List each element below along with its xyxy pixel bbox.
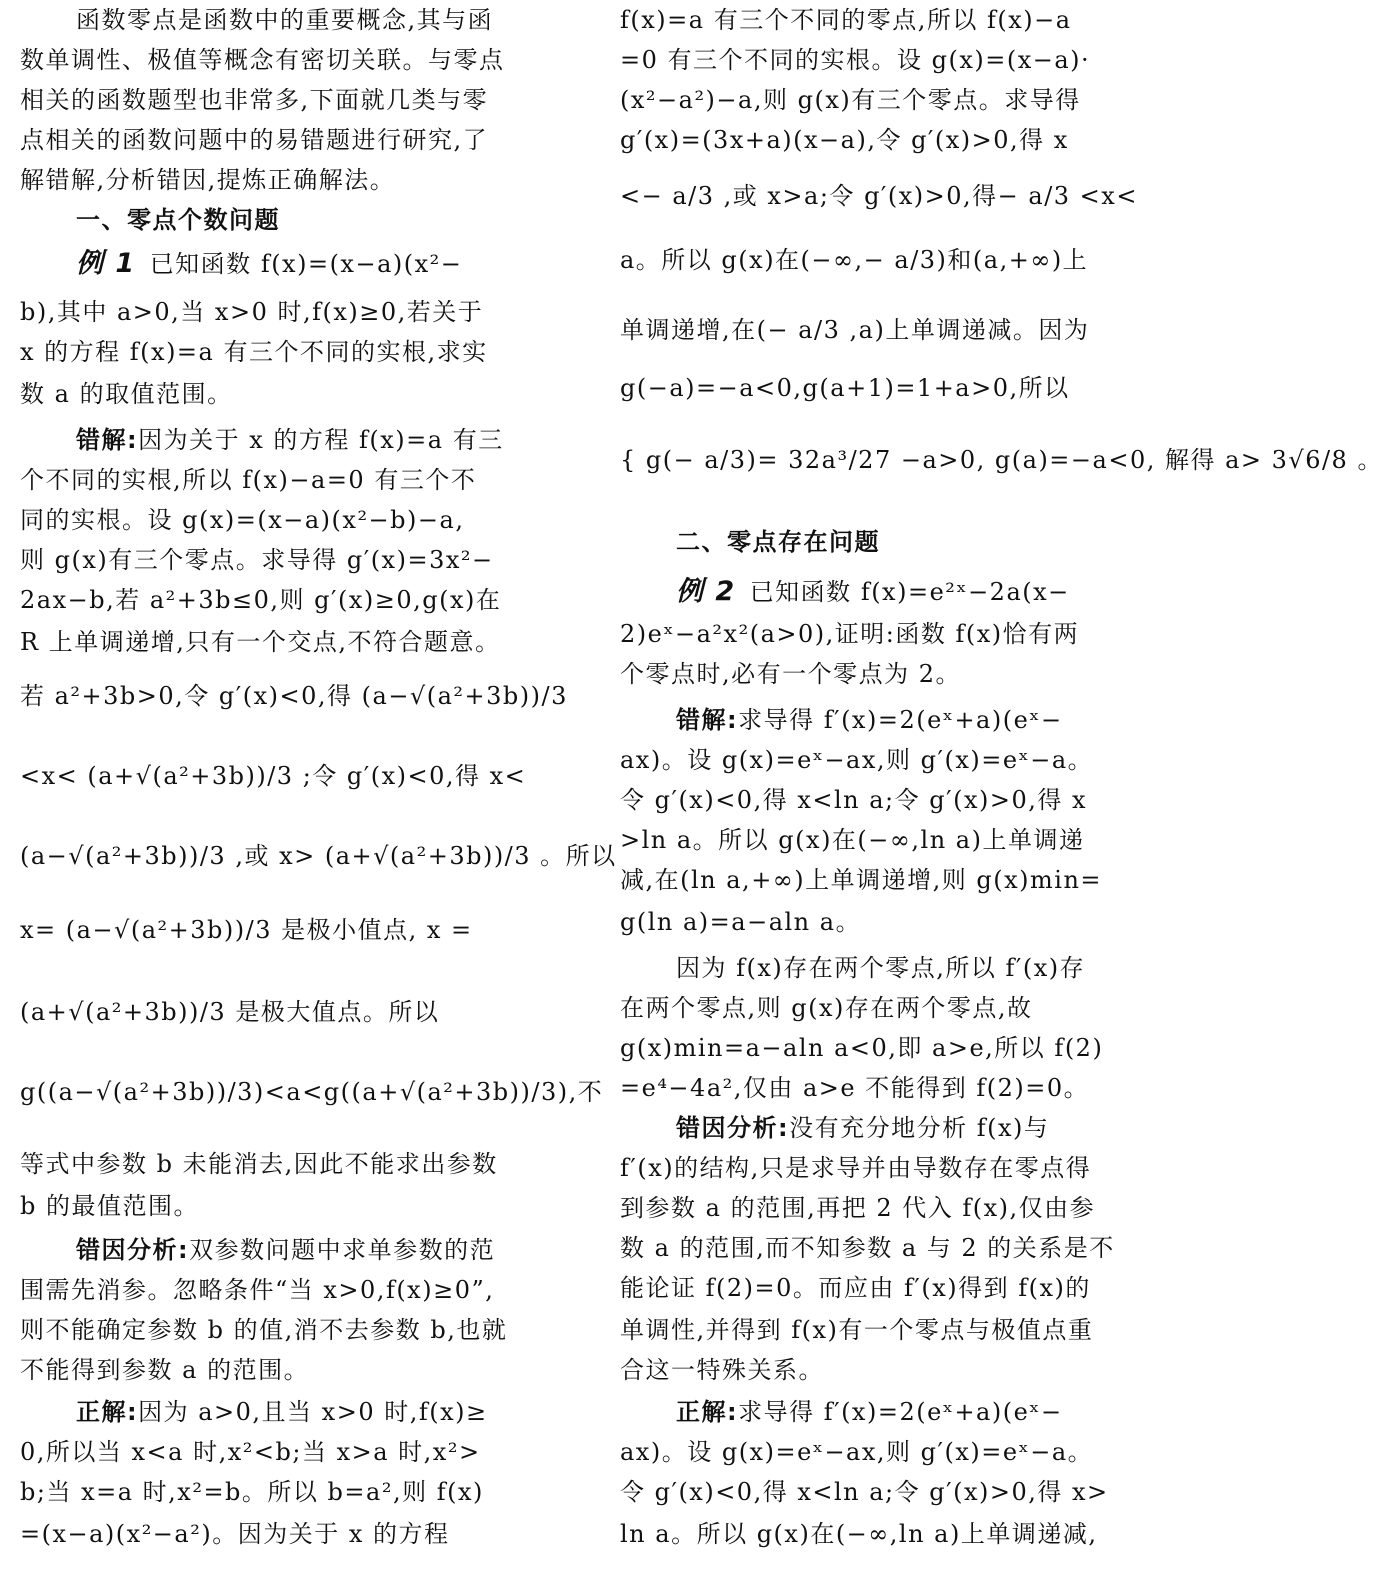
text-line bbox=[620, 4, 1160, 36]
line-text: (a+√(a²+3b))/3 是极大值点。所以 bbox=[20, 998, 440, 1026]
text-line bbox=[20, 914, 562, 946]
text-line bbox=[620, 824, 1160, 856]
line-text: 同的实根。设 g(x)=(x−a)(x²−b)−a, bbox=[20, 506, 465, 534]
line-text: a。所以 g(x)在(−∞,− a/3)和(a,+∞)上 bbox=[620, 246, 1089, 274]
text-line bbox=[20, 1274, 562, 1306]
text-line bbox=[20, 1354, 562, 1386]
line-text: 等式中参数 b 未能消去,因此不能求出参数 bbox=[20, 1150, 498, 1178]
text-line bbox=[20, 1518, 562, 1550]
text-line bbox=[620, 124, 1160, 156]
line-text: 围需先消参。忽略条件“当 x>0,f(x)≥0”, bbox=[20, 1276, 495, 1304]
text-line bbox=[620, 576, 1160, 608]
line-text: (x²−a²)−a,则 g(x)有三个零点。求导得 bbox=[620, 86, 1081, 114]
text-line bbox=[620, 744, 1160, 776]
text-line bbox=[620, 1192, 1160, 1224]
line-text: 解错解,分析错因,提炼正确解法。 bbox=[20, 166, 396, 194]
line-text: >ln a。所以 g(x)在(−∞,ln a)上单调递 bbox=[620, 826, 1085, 854]
line-text: 相关的函数题型也非常多,下面就几类与零 bbox=[20, 86, 489, 114]
line-text: 数单调性、极值等概念有密切关联。与零点 bbox=[20, 46, 505, 74]
line-text: f′(x)的结构,只是求导并由导数存在零点得 bbox=[620, 1154, 1092, 1182]
text-line bbox=[20, 1396, 562, 1428]
line-text: =e⁴−4a²,仅由 a>e 不能得到 f(2)=0。 bbox=[620, 1074, 1090, 1102]
text-line bbox=[20, 378, 562, 410]
line-text: ln a。所以 g(x)在(−∞,ln a)上单调递减, bbox=[620, 1520, 1098, 1548]
line-text: x 的方程 f(x)=a 有三个不同的实根,求实 bbox=[20, 338, 488, 366]
example-label: 例 1 bbox=[76, 248, 136, 279]
text-line bbox=[620, 1232, 1160, 1264]
right-column bbox=[620, 0, 1383, 1592]
line-text: 0,所以当 x<a 时,x²<b;当 x>a 时,x²> bbox=[20, 1438, 481, 1466]
text-line bbox=[620, 84, 1160, 116]
text-line bbox=[20, 760, 562, 792]
text-line bbox=[620, 1112, 1160, 1144]
line-text: g(−a)=−a<0,g(a+1)=1+a>0,所以 bbox=[620, 374, 1070, 402]
text-line bbox=[20, 1148, 562, 1180]
text-line bbox=[620, 906, 1160, 938]
line-text: 因为关于 x 的方程 f(x)=a 有三 bbox=[138, 426, 504, 454]
line-text: 单调性,并得到 f(x)有一个零点与极值点重 bbox=[620, 1316, 1094, 1344]
line-text: 个零点时,必有一个零点为 2。 bbox=[620, 660, 962, 688]
line-text: =0 有三个不同的实根。设 g(x)=(x−a)· bbox=[620, 46, 1091, 74]
section-heading bbox=[620, 526, 1160, 558]
line-text: 数 a 的范围,而不知参数 a 与 2 的关系是不 bbox=[620, 1234, 1115, 1262]
text-line bbox=[620, 314, 1160, 346]
text-line bbox=[620, 952, 1160, 984]
text-line bbox=[620, 618, 1160, 650]
text-line bbox=[620, 244, 1160, 276]
line-text: <− a/3 ,或 x>a;令 g′(x)>0,得− a/3 <x< bbox=[620, 182, 1138, 210]
line-text: 能论证 f(2)=0。而应由 f′(x)得到 f(x)的 bbox=[620, 1274, 1091, 1302]
text-line bbox=[620, 704, 1160, 736]
line-text: 因为 a>0,且当 x>0 时,f(x)≥ bbox=[138, 1398, 488, 1426]
text-line bbox=[20, 84, 562, 116]
text-line bbox=[20, 840, 617, 872]
line-text: 个不同的实根,所以 f(x)−a=0 有三个不 bbox=[20, 466, 477, 494]
solution-label: 错因分析: bbox=[76, 1236, 190, 1264]
text-line bbox=[20, 1076, 604, 1108]
text-line bbox=[20, 1190, 562, 1222]
line-text: 则 g(x)有三个零点。求导得 g′(x)=3x²− bbox=[20, 546, 494, 574]
line-text: 单调递增,在(− a/3 ,a)上单调递减。因为 bbox=[620, 316, 1090, 344]
text-line bbox=[620, 1476, 1160, 1508]
text-line bbox=[620, 864, 1160, 896]
text-line bbox=[20, 336, 562, 368]
line-text: 函数零点是函数中的重要概念,其与函 bbox=[76, 6, 494, 34]
text-line bbox=[20, 504, 562, 536]
line-text: 二、零点存在问题 bbox=[676, 528, 880, 556]
line-text: g(x)min=a−aln a<0,即 a>e,所以 f(2) bbox=[620, 1034, 1104, 1062]
line-text: 到参数 a 的范围,再把 2 代入 f(x),仅由参 bbox=[620, 1194, 1096, 1222]
solution-label: 错解: bbox=[76, 426, 139, 454]
line-text: 求导得 f′(x)=2(eˣ+a)(eˣ− bbox=[738, 706, 1063, 734]
text-line bbox=[20, 424, 562, 456]
line-text: 没有充分地分析 f(x)与 bbox=[789, 1114, 1050, 1142]
text-line bbox=[20, 1476, 562, 1508]
line-text: b),其中 a>0,当 x>0 时,f(x)≥0,若关于 bbox=[20, 298, 484, 326]
example-label: 例 2 bbox=[676, 576, 736, 607]
text-line bbox=[620, 1032, 1160, 1064]
text-line bbox=[620, 1152, 1160, 1184]
line-text: 双参数问题中求单参数的范 bbox=[189, 1236, 496, 1264]
text-line bbox=[620, 658, 1160, 690]
line-text: 在两个零点,则 g(x)存在两个零点,故 bbox=[620, 994, 1033, 1022]
text-line bbox=[620, 992, 1160, 1024]
line-text: 已知函数 f(x)=e²ˣ−2a(x− bbox=[749, 578, 1070, 606]
line-text: 已知函数 f(x)=(x−a)(x²− bbox=[149, 250, 463, 278]
solution-label: 错解: bbox=[676, 706, 739, 734]
text-line bbox=[620, 44, 1160, 76]
section-heading bbox=[20, 204, 562, 236]
text-line bbox=[20, 680, 568, 712]
text-line bbox=[620, 444, 1383, 476]
line-text: 一、零点个数问题 bbox=[76, 206, 280, 234]
line-text: { g(− a/3)= 32a³/27 −a>0, g(a)=−a<0, 解得 a> 3√6/8 。 bbox=[620, 446, 1383, 474]
text-line bbox=[620, 1272, 1160, 1304]
line-text: 数 a 的取值范围。 bbox=[20, 380, 233, 408]
line-text: 减,在(ln a,+∞)上单调递增,则 g(x)min= bbox=[620, 866, 1103, 894]
line-text: 则不能确定参数 b 的值,消不去参数 b,也就 bbox=[20, 1316, 508, 1344]
line-text: ax)。设 g(x)=eˣ−ax,则 g′(x)=eˣ−a。 bbox=[620, 746, 1094, 774]
text-line bbox=[20, 544, 562, 576]
text-line bbox=[20, 996, 562, 1028]
text-line bbox=[20, 124, 562, 156]
line-text: 令 g′(x)<0,得 x<ln a;令 g′(x)>0,得 x> bbox=[620, 1478, 1109, 1506]
line-text: g′(x)=(3x+a)(x−a),令 g′(x)>0,得 x bbox=[620, 126, 1069, 154]
solution-label: 正解: bbox=[676, 1398, 739, 1426]
text-line bbox=[20, 1314, 562, 1346]
text-line bbox=[20, 4, 562, 36]
line-text: f(x)=a 有三个不同的零点,所以 f(x)−a bbox=[620, 6, 1072, 34]
line-text: (a−√(a²+3b))/3 ,或 x> (a+√(a²+3b))/3 。所以 bbox=[20, 842, 617, 870]
line-text: x= (a−√(a²+3b))/3 是极小值点, x = bbox=[20, 916, 473, 944]
text-line bbox=[620, 784, 1160, 816]
line-text: =(x−a)(x²−a²)。因为关于 x 的方程 bbox=[20, 1520, 450, 1548]
text-line bbox=[620, 1518, 1160, 1550]
solution-label: 正解: bbox=[76, 1398, 139, 1426]
text-line bbox=[20, 464, 562, 496]
line-text: g((a−√(a²+3b))/3)<a<g((a+√(a²+3b))/3),不 bbox=[20, 1078, 604, 1106]
text-line bbox=[20, 1436, 562, 1468]
line-text: 不能得到参数 a 的范围。 bbox=[20, 1356, 310, 1384]
text-line bbox=[620, 1396, 1160, 1428]
line-text: 点相关的函数问题中的易错题进行研究,了 bbox=[20, 126, 489, 154]
line-text: 若 a²+3b>0,令 g′(x)<0,得 (a−√(a²+3b))/3 bbox=[20, 682, 568, 710]
text-line bbox=[620, 1072, 1160, 1104]
solution-label: 错因分析: bbox=[676, 1114, 790, 1142]
line-text: 因为 f(x)存在两个零点,所以 f′(x)存 bbox=[676, 954, 1086, 982]
text-line bbox=[620, 372, 1160, 404]
line-text: 令 g′(x)<0,得 x<ln a;令 g′(x)>0,得 x bbox=[620, 786, 1088, 814]
text-line bbox=[20, 164, 562, 196]
line-text: ax)。设 g(x)=eˣ−ax,则 g′(x)=eˣ−a。 bbox=[620, 1438, 1094, 1466]
text-line bbox=[620, 1354, 1160, 1386]
text-line bbox=[620, 1314, 1160, 1346]
left-column bbox=[20, 0, 617, 1592]
text-line bbox=[620, 180, 1160, 212]
line-text: 合这一特殊关系。 bbox=[620, 1356, 824, 1384]
line-text: <x< (a+√(a²+3b))/3 ;令 g′(x)<0,得 x< bbox=[20, 762, 527, 790]
text-line bbox=[20, 584, 562, 616]
line-text: 求导得 f′(x)=2(eˣ+a)(eˣ− bbox=[738, 1398, 1063, 1426]
text-line bbox=[20, 296, 562, 328]
line-text: b;当 x=a 时,x²=b。所以 b=a²,则 f(x) bbox=[20, 1478, 484, 1506]
line-text: b 的最值范围。 bbox=[20, 1192, 199, 1220]
text-line bbox=[620, 1436, 1160, 1468]
line-text: g(ln a)=a−aln a。 bbox=[620, 908, 862, 936]
line-text: 2)eˣ−a²x²(a>0),证明:函数 f(x)恰有两 bbox=[620, 620, 1080, 648]
line-text: R 上单调递增,只有一个交点,不符合题意。 bbox=[20, 628, 501, 656]
line-text: 2ax−b,若 a²+3b≤0,则 g′(x)≥0,g(x)在 bbox=[20, 586, 502, 614]
text-line bbox=[20, 44, 562, 76]
text-line bbox=[20, 248, 562, 280]
text-line bbox=[20, 1234, 562, 1266]
text-line bbox=[20, 626, 562, 658]
